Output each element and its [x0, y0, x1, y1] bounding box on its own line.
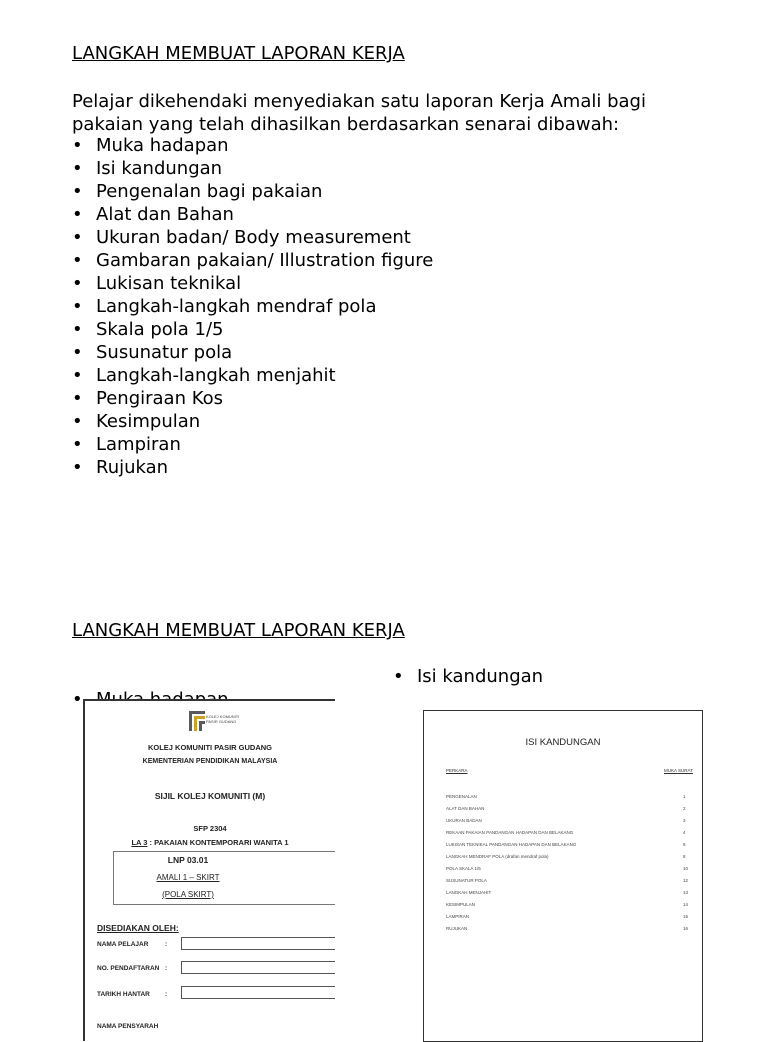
report-items-list [72, 134, 433, 479]
bullet-icon: • [72, 227, 83, 248]
course-code: SFP 2304 [193, 824, 227, 833]
toc-row [446, 863, 696, 875]
toc-entry: LANGKAH MENJAHIT [446, 890, 492, 895]
list-item [72, 410, 433, 433]
toc-entry: LUKISAN TEKNIKAL PANDANGAN HADAPAN DAN BELAKANG [446, 842, 577, 847]
bullet-icon: • [72, 457, 83, 478]
bullet-icon: • [72, 319, 83, 340]
learning-area-prefix: LA 3 [131, 838, 148, 847]
list-item-text: Isi kandungan [96, 158, 223, 179]
field-label: NO. PENDAFTARAN [97, 965, 160, 972]
college-logo-icon [189, 711, 205, 731]
section-heading: LANGKAH MEMBUAT LAPORAN KERJA [72, 620, 405, 641]
toc-row [446, 791, 696, 803]
toc-page-number: 13 [683, 890, 689, 895]
amali-title: AMALI 1 – SKIRT [156, 873, 220, 882]
list-item-text: Kesimpulan [96, 411, 201, 432]
list-item [72, 456, 433, 479]
cover-page-image [83, 699, 335, 1041]
toc-page-image [423, 710, 703, 1042]
logo-text [206, 714, 239, 724]
toc-row [446, 827, 696, 839]
field-colon: : [165, 991, 168, 998]
toc-entry: SUSUNATUR POLA [446, 878, 487, 883]
toc-page-number: 4 [683, 830, 686, 835]
assignment-box [113, 851, 335, 905]
list-item [72, 295, 433, 318]
toc-row [446, 839, 696, 851]
list-item [72, 272, 433, 295]
field-colon: : [165, 941, 168, 948]
toc-entry: ALAT DAN BAHAN [446, 806, 485, 811]
registration-label [97, 965, 168, 972]
toc-entry: KESIMPULAN [446, 902, 476, 907]
bullet-icon: • [72, 204, 83, 225]
logo-text-line: KOLEJ KOMUNITI [206, 714, 240, 719]
college-logo [189, 711, 243, 733]
toc-page-number: 6 [683, 842, 686, 847]
field-label: TARIKH HANTAR [97, 991, 150, 998]
list-item-text: Lampiran [96, 434, 181, 455]
list-item [72, 341, 433, 364]
bullet-icon: • [393, 666, 404, 687]
toc-entry: UKURAN BADAN [446, 818, 482, 823]
toc-row [446, 875, 696, 887]
bullet-icon: • [72, 273, 83, 294]
toc-page-number: 1 [683, 794, 686, 799]
ministry-name: KEMENTERIAN PENDIDIKAN MALAYSIA [142, 758, 278, 765]
list-item-text: Pengenalan bagi pakaian [96, 181, 323, 202]
bullet-icon: • [72, 689, 83, 710]
field-label: NAMA PELAJAR [97, 941, 149, 948]
toc-column-header: MUKA SURAT [664, 768, 693, 773]
toc-row [446, 887, 696, 899]
lnp-code: LNP 03.01 [167, 855, 209, 865]
toc-entry: LANGKAH MENDRAF POLA (drafan mendraf pola) [446, 854, 549, 859]
list-item [72, 203, 433, 226]
list-item-text: Langkah-langkah menjahit [96, 365, 336, 386]
prepared-by-label: DISEDIAKAN OLEH: [97, 923, 179, 933]
toc-page-number: 15 [683, 914, 689, 919]
student-name-label [97, 941, 168, 948]
pola-title: (POLA SKIRT) [162, 890, 214, 899]
bullet-icon: • [72, 388, 83, 409]
toc-page-number: 10 [683, 866, 689, 871]
list-item [72, 157, 433, 180]
bullet-icon: • [72, 296, 83, 317]
toc-title: ISI KANDUNGAN [525, 737, 601, 748]
list-item [72, 134, 433, 157]
college-name: KOLEJ KOMUNITI PASIR GUDANG [147, 743, 273, 752]
list-item [72, 318, 433, 341]
student-name-field [181, 937, 335, 950]
toc-page-number: 14 [683, 902, 689, 907]
list-item-text: Pengiraan Kos [96, 388, 224, 409]
toc-column-header: PERKARA [446, 768, 468, 773]
toc-entry: RUJUKAN [446, 926, 468, 931]
bullet-icon: • [72, 434, 83, 455]
bullet-icon: • [72, 158, 83, 179]
intro-paragraph: Pelajar dikehendaki menyediakan satu laporan Kerja Amali bagi pakaian yang telah dihasilkan berdasarkan senarai dibawah: [72, 91, 646, 135]
field-label: NAMA PENSYARAH [97, 1023, 159, 1030]
toc-row [446, 803, 696, 815]
list-item-text: Muka hadapan [96, 135, 229, 156]
list-item [72, 433, 433, 456]
registration-field [181, 961, 335, 974]
list-item-text: Lukisan teknikal [96, 273, 242, 294]
list-item [72, 387, 433, 410]
learning-area-title: : PAKAIAN KONTEMPORARI WANITA 1 [147, 838, 289, 847]
toc-row [446, 923, 696, 935]
lecturer-name-label [97, 1023, 158, 1030]
toc-entry: POLA SKALA 1/5 [446, 866, 481, 871]
list-item-text: Gambaran pakaian/ Illustration figure [96, 250, 434, 271]
bullet-icon: • [72, 250, 83, 271]
toc-list [446, 791, 696, 935]
bullet-icon: • [72, 411, 83, 432]
bullet-icon: • [72, 365, 83, 386]
toc-entry: PENGENALAN [446, 794, 477, 799]
page-heading: LANGKAH MEMBUAT LAPORAN KERJA [72, 43, 405, 64]
toc-row [446, 815, 696, 827]
toc-entry: LAMPIRAN [446, 914, 470, 919]
isi-kandungan-label: Isi kandungan [417, 666, 544, 687]
list-item [72, 226, 433, 249]
toc-page-number: 3 [683, 818, 686, 823]
submit-date-field [181, 986, 335, 999]
list-item-text: Rujukan [96, 457, 169, 478]
submit-date-label [97, 991, 168, 998]
list-item-text: Alat dan Bahan [96, 204, 234, 225]
toc-page-number: 12 [683, 878, 689, 883]
bullet-icon: • [72, 135, 83, 156]
list-item-text: Ukuran badan/ Body measurement [96, 227, 411, 248]
toc-row [446, 899, 696, 911]
bullet-icon: • [72, 181, 83, 202]
toc-row [446, 851, 696, 863]
toc-page-number: 2 [683, 806, 686, 811]
list-item [72, 249, 433, 272]
list-item [72, 180, 433, 203]
learning-area [85, 838, 335, 847]
program-name: SIJIL KOLEJ KOMUNITI (M) [154, 791, 266, 801]
logo-text-line: PASIR GUDANG [206, 719, 237, 724]
toc-page-number: 8 [683, 854, 686, 859]
list-item-text: Langkah-langkah mendraf pola [96, 296, 377, 317]
isi-kandungan-bullet [393, 665, 543, 688]
field-colon: : [165, 965, 168, 972]
bullet-icon: • [72, 342, 83, 363]
toc-page-number: 16 [683, 926, 689, 931]
list-item [72, 364, 433, 387]
toc-entry: REKAAN PAKAIAN PANDANGAN HADAPAN DAN BELAKANG [446, 830, 574, 835]
toc-row [446, 911, 696, 923]
list-item-text: Skala pola 1/5 [96, 319, 224, 340]
list-item-text: Susunatur pola [96, 342, 233, 363]
